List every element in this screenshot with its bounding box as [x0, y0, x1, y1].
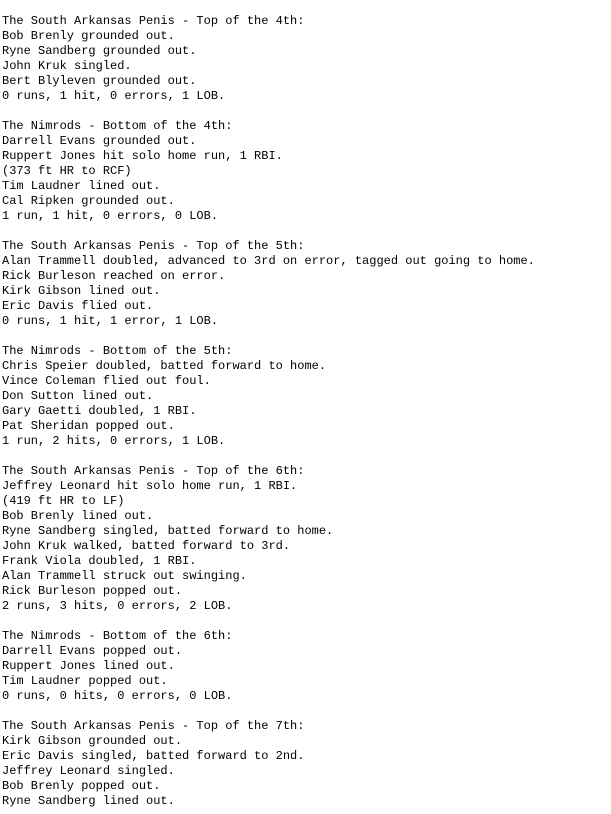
play-line: 0 runs, 1 hit, 1 error, 1 LOB. — [2, 314, 219, 328]
play-line: Vince Coleman flied out foul. — [2, 374, 211, 388]
play-line: Chris Speier doubled, batted forward to home. — [2, 359, 327, 373]
play-line: (373 ft HR to RCF) — [2, 164, 132, 178]
inning-block — [2, 629, 611, 704]
inning-heading: The South Arkansas Penis - Top of the 6th: — [2, 464, 305, 478]
inning-heading: The Nimrods - Bottom of the 6th: — [2, 629, 233, 643]
play-line: Darrell Evans popped out. — [2, 644, 183, 658]
inning-heading: The South Arkansas Penis - Top of the 5th: — [2, 239, 305, 253]
play-line: (419 ft HR to LF) — [2, 494, 125, 508]
play-line: Rick Burleson reached on error. — [2, 269, 226, 283]
play-line: Bob Brenly popped out. — [2, 779, 161, 793]
play-line: Rick Burleson popped out. — [2, 584, 183, 598]
inning-block — [2, 14, 611, 104]
play-line: Alan Trammell doubled, advanced to 3rd on error, tagged out going to home. — [2, 254, 535, 268]
play-line: Tim Laudner lined out. — [2, 179, 161, 193]
play-line: Kirk Gibson grounded out. — [2, 734, 183, 748]
inning-block — [2, 344, 611, 449]
play-line: Pat Sheridan popped out. — [2, 419, 175, 433]
play-line: 1 run, 2 hits, 0 errors, 1 LOB. — [2, 434, 226, 448]
play-line: Bob Brenly lined out. — [2, 509, 154, 523]
play-line: 0 runs, 0 hits, 0 errors, 0 LOB. — [2, 689, 233, 703]
inning-heading: The Nimrods - Bottom of the 5th: — [2, 344, 233, 358]
inning-block — [2, 239, 611, 329]
play-line: 1 run, 1 hit, 0 errors, 0 LOB. — [2, 209, 219, 223]
play-line: Bert Blyleven grounded out. — [2, 74, 197, 88]
inning-heading: The South Arkansas Penis - Top of the 4th: — [2, 14, 305, 28]
play-line: Ruppert Jones hit solo home run, 1 RBI. — [2, 149, 283, 163]
play-line: Eric Davis singled, batted forward to 2nd. — [2, 749, 305, 763]
play-line: Jeffrey Leonard hit solo home run, 1 RBI. — [2, 479, 298, 493]
play-line: Ruppert Jones lined out. — [2, 659, 175, 673]
play-line: Bob Brenly grounded out. — [2, 29, 175, 43]
play-line: Tim Laudner popped out. — [2, 674, 168, 688]
play-line: Cal Ripken grounded out. — [2, 194, 175, 208]
play-line: 2 runs, 3 hits, 0 errors, 2 LOB. — [2, 599, 233, 613]
play-line: Ryne Sandberg grounded out. — [2, 44, 197, 58]
play-line: Frank Viola doubled, 1 RBI. — [2, 554, 197, 568]
play-line: Jeffrey Leonard singled. — [2, 764, 175, 778]
play-line: Gary Gaetti doubled, 1 RBI. — [2, 404, 197, 418]
play-line: John Kruk walked, batted forward to 3rd. — [2, 539, 291, 553]
play-line: John Kruk singled. — [2, 59, 132, 73]
play-line: 0 runs, 1 hit, 0 errors, 1 LOB. — [2, 89, 226, 103]
inning-block — [2, 464, 611, 614]
play-line: Eric Davis flied out. — [2, 299, 154, 313]
inning-heading: The South Arkansas Penis - Top of the 7th: — [2, 719, 305, 733]
play-line: Darrell Evans grounded out. — [2, 134, 197, 148]
play-line: Ryne Sandberg lined out. — [2, 794, 175, 808]
play-line: Alan Trammell struck out swinging. — [2, 569, 247, 583]
play-line: Ryne Sandberg singled, batted forward to home. — [2, 524, 334, 538]
inning-block — [2, 719, 611, 809]
play-line: Don Sutton lined out. — [2, 389, 154, 403]
inning-block — [2, 119, 611, 224]
play-line: Kirk Gibson lined out. — [2, 284, 161, 298]
inning-heading: The Nimrods - Bottom of the 4th: — [2, 119, 233, 133]
